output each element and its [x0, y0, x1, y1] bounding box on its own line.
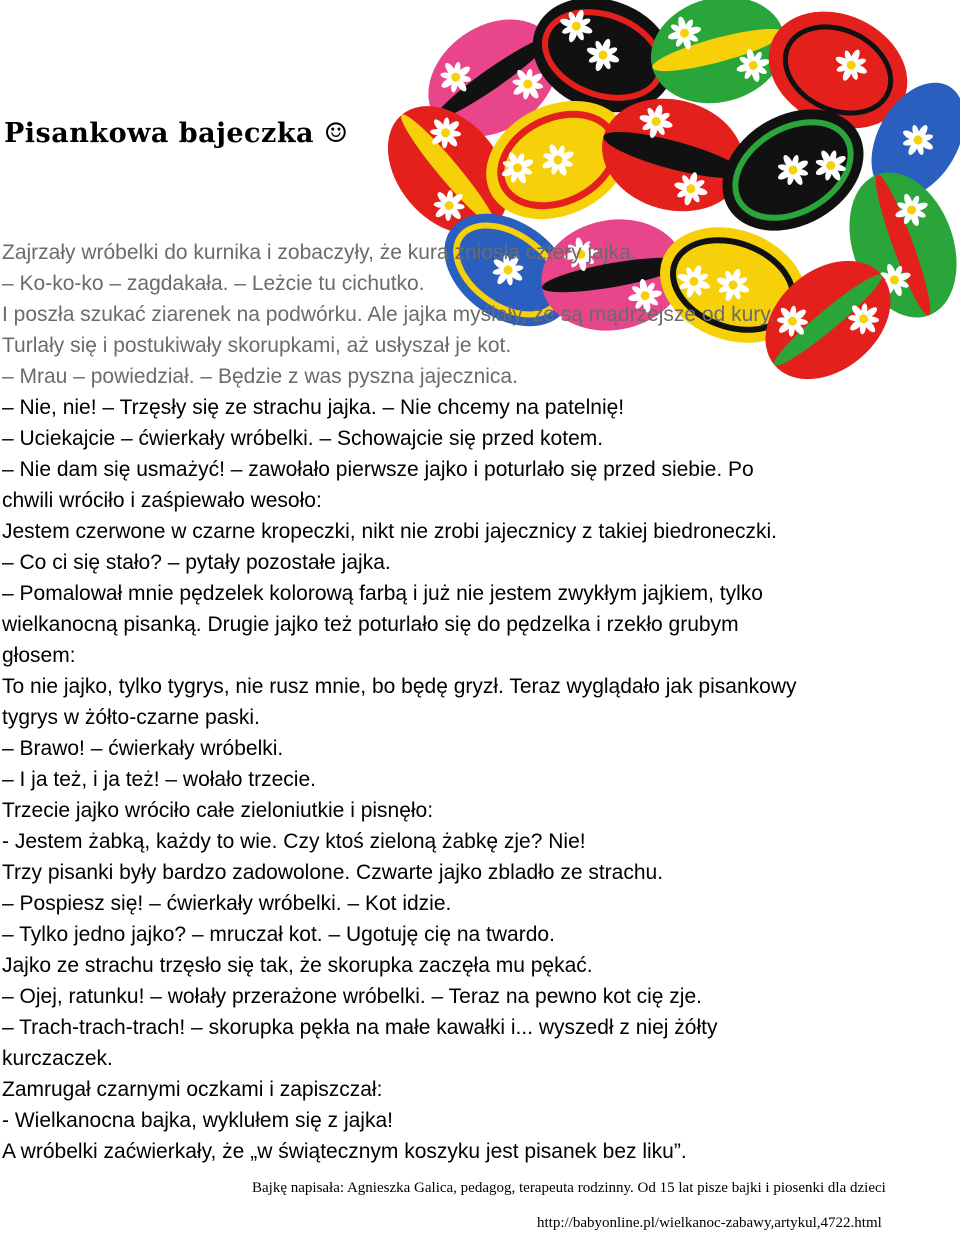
story-line: A wróbelki zaćwierkały, że „w świątecznym koszyku jest pisanek bez liku”.	[2, 1140, 687, 1163]
story-line: – Ojej, ratunku! – wołały przerażone wróbelki. – Teraz na pewno kot cię zje.	[2, 985, 702, 1008]
story-line: - Wielkanocna bajka, wyklułem się z jajka!	[2, 1109, 393, 1132]
story-line: Trzy pisanki były bardzo zadowolone. Czwarte jajko zbladło ze strachu.	[2, 861, 664, 884]
story-line: – Nie dam się usmażyć! – zawołało pierwsze jajko i poturlało się przed siebie. Po	[2, 458, 754, 481]
story-line: tygrys w żółto-czarne paski.	[2, 706, 260, 729]
page-title: Pisankowa bajeczka ☺	[4, 118, 349, 149]
story-line: – I ja też, i ja też! – wołało trzecie.	[2, 768, 316, 791]
source-url[interactable]: http://babyonline.pl/wielkanoc-zabawy,artykul,4722.html	[537, 1215, 882, 1231]
story-line: – Pospiesz się! – ćwierkały wróbelki. – Kot idzie.	[2, 892, 452, 915]
story-line: Jajko ze strachu trzęsło się tak, że skorupka zaczęła mu pękać.	[2, 954, 593, 977]
story-line: – Co ci się stało? – pytały pozostałe jajka.	[2, 551, 391, 574]
story-line: – Trach-trach-trach! – skorupka pękła na małe kawałki i... wyszedł z niej żółty	[2, 1016, 718, 1039]
story-line: – Mrau – powiedział. – Będzie z was pyszna jajecznica.	[2, 365, 518, 388]
story-line: Trzecie jajko wróciło całe zieloniutkie i pisnęło:	[2, 799, 434, 822]
story-text	[2, 237, 952, 1167]
story-line: I poszła szukać ziarenek na podwórku. Ale jajka myślały, że są mądrzejsze od kury.	[2, 303, 776, 326]
story-line: Jestem czerwone w czarne kropeczki, nikt nie zrobi jajecznicy z takiej biedroneczki.	[2, 520, 777, 543]
story-line: To nie jajko, tylko tygrys, nie rusz mnie, bo będę gryzł. Teraz wyglądało jak pisankowy	[2, 675, 797, 698]
story-line: Zamrugał czarnymi oczkami i zapiszczał:	[2, 1078, 383, 1101]
story-line: kurczaczek.	[2, 1047, 113, 1070]
story-line: – Tylko jedno jajko? – mruczał kot. – Ugotuję cię na twardo.	[2, 923, 555, 946]
story-line: Zajrzały wróbelki do kurnika i zobaczyły, że kura zniosła cztery jajka.	[2, 241, 637, 264]
story-line: - Jestem żabką, każdy to wie. Czy ktoś zieloną żabkę zje? Nie!	[2, 830, 586, 853]
story-line: – Ko-ko-ko – zagdakała. – Leżcie tu cichutko.	[2, 272, 425, 295]
story-line: wielkanocną pisanką. Drugie jajko też poturlało się do pędzelka i rzekło grubym	[2, 613, 739, 636]
story-line: – Uciekajcie – ćwierkały wróbelki. – Schowajcie się przed kotem.	[2, 427, 604, 450]
story-line: Turlały się i postukiwały skorupkami, aż usłyszał je kot.	[2, 334, 512, 357]
story-line: – Brawo! – ćwierkały wróbelki.	[2, 737, 284, 760]
story-line: głosem:	[2, 644, 76, 667]
story-line: chwili wróciło i zaśpiewało wesoło:	[2, 489, 322, 512]
author-credit: Bajkę napisała: Agnieszka Galica, pedagog, terapeuta rodzinny. Od 15 lat pisze bajki i piosenki dla dzieci	[252, 1180, 886, 1196]
story-line: – Pomalował mnie pędzelek kolorową farbą i już nie jestem zwykłym jajkiem, tylko	[2, 582, 763, 605]
story-line: – Nie, nie! – Trzęsły się ze strachu jajka. – Nie chcemy na patelnię!	[2, 396, 625, 419]
